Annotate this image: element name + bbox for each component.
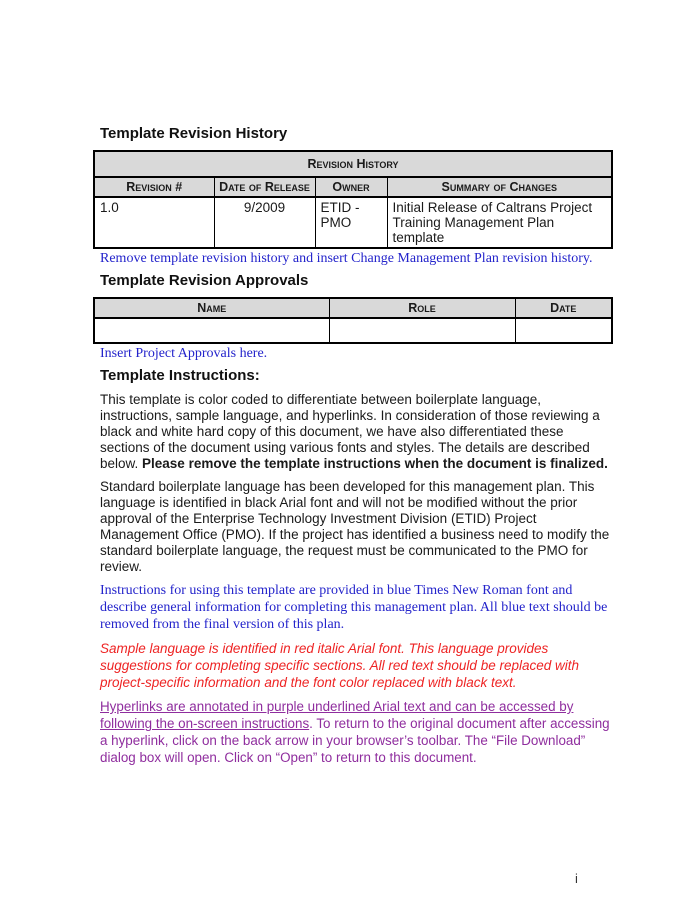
paragraph-blue-instructions: Instructions for using this template are provided in blue Times New Roman font and describe general information for completing this management plan. All blue text should be removed from the final version of this plan.: [100, 583, 608, 632]
revision-history-table-title: Revision History: [94, 151, 612, 177]
hyperlink-demo-text[interactable]: Hyperlinks are annotated in purple underlined Arial text and can be accessed by following the on-screen instructions: [100, 699, 574, 731]
revision-history-title-row: [94, 151, 612, 177]
page-number: i: [575, 871, 578, 886]
column-header-name: Name: [94, 298, 329, 318]
note-remove-revision-history: Remove template revision history and insert Change Management Plan revision history.: [100, 251, 593, 266]
note-insert-project-approvals: Insert Project Approvals here.: [100, 346, 268, 361]
column-header-revision: Revision #: [94, 177, 214, 197]
column-header-summary: Summary of Changes: [387, 177, 612, 197]
revision-history-table: [93, 150, 613, 249]
heading-template-revision-approvals: Template Revision Approvals: [100, 272, 309, 289]
cell-owner: ETID - PMO: [315, 197, 387, 248]
heading-template-instructions: Template Instructions:: [100, 367, 260, 384]
cell-name-empty: [94, 318, 329, 343]
revision-approvals-table: [93, 297, 613, 344]
paragraph-color-coding: [100, 392, 611, 472]
cell-date-of-release: 9/2009: [214, 197, 315, 248]
cell-summary-of-changes: Initial Release of Caltrans Project Training Management Plan template: [387, 197, 612, 248]
hyperlink-followup-text: . To return to the original document after accessing a hyperlink, click on the back arrow in your browser’s toolbar. The “File Download” dialog box will open. Click on “Open” to return to this document.: [100, 716, 610, 765]
paragraph-color-coding-text: This template is color coded to differentiate between boilerplate language, instructions, sample language, and hyperlinks. In consideration of those reviewing a black and white hard copy of this document, we have also differentiated these sections of the document using various fonts and styles. The details are described below.: [100, 392, 600, 471]
heading-template-revision-history: Template Revision History: [100, 125, 288, 142]
paragraph-hyperlinks: [100, 698, 611, 766]
column-header-owner: Owner: [315, 177, 387, 197]
paragraph-boilerplate: Standard boilerplate language has been developed for this management plan. This language is identified in black Arial font and will not be modified without the prior approval of the Enterprise Technology Investment Division (ETID) Project Management Office (PMO). If the project has identified a business need to modify the standard boilerplate language, the request must be communicated to the PMO for review.: [100, 479, 610, 574]
cell-date-empty: [515, 318, 612, 343]
table-row: [94, 318, 612, 343]
column-header-date-of-release: Date of Release: [214, 177, 315, 197]
column-header-date: Date: [515, 298, 612, 318]
approvals-header-row: [94, 298, 612, 318]
paragraph-color-coding-bold: Please remove the template instructions when the document is finalized.: [142, 456, 608, 471]
paragraph-red-sample: Sample language is identified in red italic Arial font. This language provides suggestions for completing specific sections. All red text should be replaced with project-specific information and the font color replaced with black text.: [100, 641, 579, 690]
cell-revision-number: 1.0: [94, 197, 214, 248]
cell-role-empty: [329, 318, 515, 343]
table-row: [94, 197, 612, 248]
column-header-role: Role: [329, 298, 515, 318]
page-content: [93, 125, 611, 773]
revision-history-header-row: [94, 177, 612, 197]
